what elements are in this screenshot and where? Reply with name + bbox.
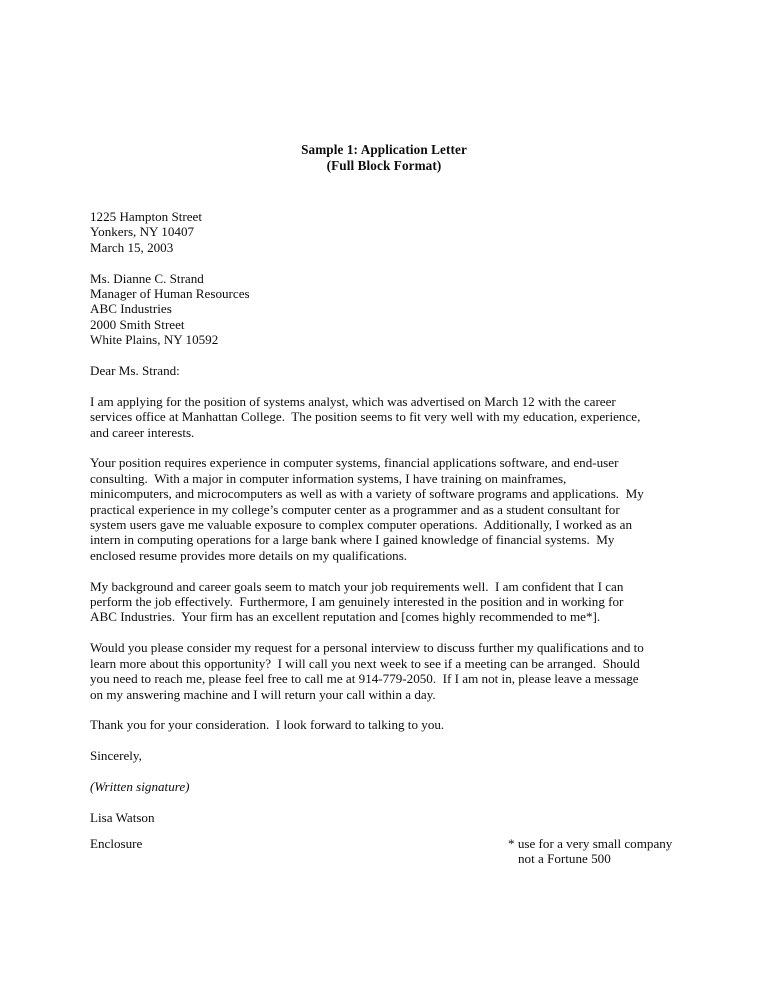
paragraph-line: perform the job effectively. Furthermore, I am genuinely interested in the position and in working for: [90, 594, 624, 610]
sender-date-line: March 15, 2003: [90, 239, 174, 255]
paragraph-line: Would you please consider my request for a personal interview to discuss further my qualifications and to: [90, 640, 644, 656]
salutation: Dear Ms. Strand:: [90, 363, 180, 379]
paragraph-line: consulting. With a major in computer information systems, I have training on mainframes,: [90, 470, 567, 486]
title-line-2: (Full Block Format): [326, 157, 442, 173]
paragraph-line: you need to reach me, please feel free to call me at 914-779-2050. If I am not in, please leave a message: [90, 671, 639, 687]
paragraph-line: Your position requires experience in computer systems, financial applications software, and end-user: [90, 455, 619, 471]
paragraph-request-interview: [90, 640, 698, 702]
closing: Sincerely,: [90, 748, 142, 764]
paragraph-line: services office at Manhattan College. The position seems to fit very well with my education, experience,: [90, 409, 641, 425]
footnote: [508, 836, 672, 867]
sender-address-line: 1225 Hampton Street: [90, 209, 203, 224]
paragraph-line: enclosed resume provides more details on my qualifications.: [90, 547, 408, 563]
paragraph-line: on my answering machine and I will return your call within a day.: [90, 686, 436, 702]
signature-note: (Written signature): [90, 778, 190, 794]
paragraph-opening: [90, 394, 698, 440]
paragraph-line: minicomputers, and microcomputers as well as with a variety of software programs and applications. My: [90, 486, 644, 502]
recipient-address-block: [90, 271, 698, 348]
document-title: [0, 142, 768, 173]
paragraph-line: practical experience in my college’s computer center as a programmer and as a student consultant for: [90, 501, 620, 517]
title-line-1: Sample 1: Application Letter: [301, 142, 467, 157]
sender-name: Lisa Watson: [90, 809, 155, 825]
recipient-address-line: Manager of Human Resources: [90, 286, 250, 302]
footnote-line: not a Fortune 500: [518, 851, 611, 867]
paragraph-line: and career interests.: [90, 424, 195, 440]
paragraph-qualifications: [90, 455, 698, 563]
paragraph-line: intern in computing operations for a large bank where I gained knowledge of financial systems. My: [90, 532, 615, 548]
recipient-address-line: 2000 Smith Street: [90, 316, 185, 332]
recipient-address-line: Ms. Dianne C. Strand: [90, 270, 204, 286]
paragraph-thanks: [90, 717, 698, 732]
footnote-line: * use for a very small company: [508, 836, 673, 851]
paragraph-line: ABC Industries. Your firm has an excellent reputation and [comes highly recommended to me*].: [90, 609, 601, 625]
paragraph-line: learn more about this opportunity? I will call you next week to see if a meeting can be arranged. Should: [90, 655, 640, 671]
paragraph-line: Thank you for your consideration. I look forward to talking to you.: [90, 717, 445, 733]
recipient-address-line: White Plains, NY 10592: [90, 332, 219, 348]
sender-address-block: [90, 209, 698, 255]
paragraph-line: I am applying for the position of systems analyst, which was advertised on March 12 with the career: [90, 393, 616, 409]
paragraph-line: system users gave me valuable exposure to complex computer operations. Additionally, I worked as an: [90, 517, 633, 533]
sender-address-line: Yonkers, NY 10407: [90, 224, 195, 240]
paragraph-fit: [90, 579, 698, 625]
recipient-address-line: ABC Industries: [90, 301, 172, 317]
enclosure-label: Enclosure: [90, 836, 143, 851]
paragraph-line: My background and career goals seem to match your job requirements well. I am confident that I can: [90, 578, 624, 594]
letter-body: [90, 209, 698, 840]
